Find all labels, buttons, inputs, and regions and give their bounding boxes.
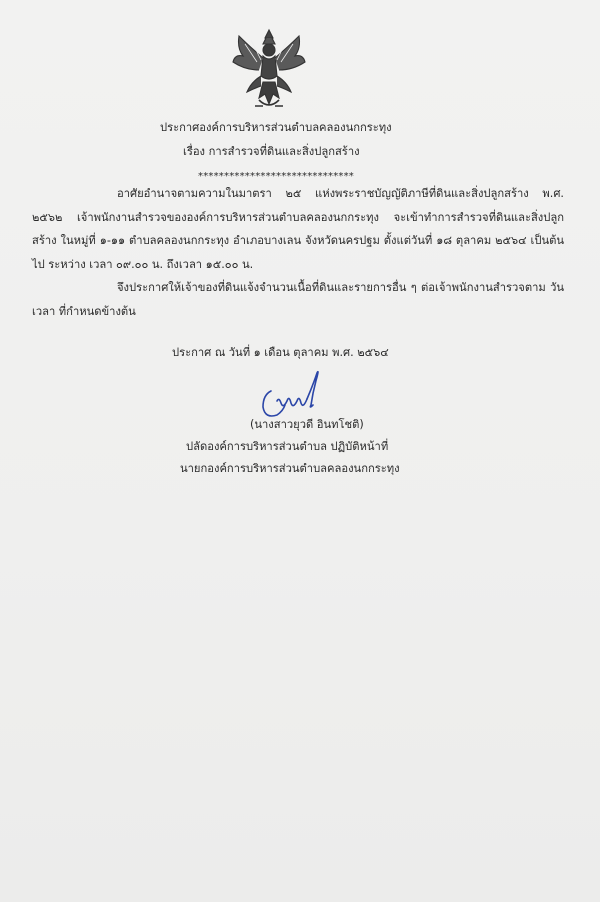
- garuda-emblem-icon: [229, 26, 309, 114]
- announcement-subject: เรื่อง การสำรวจที่ดินและสิ่งปลูกสร้าง: [183, 145, 360, 158]
- announcement-date: ประกาศ ณ วันที่ ๑ เดือน ตุลาคม พ.ศ. ๒๕๖๔: [172, 346, 389, 359]
- announcement-heading: ประกาศองค์การบริหารส่วนตำบลคลองนกกระทุง: [160, 121, 392, 134]
- body-paragraph-2: จึงประกาศให้เจ้าของที่ดินแจ้งจำนวนเนื้อที่ดินและรายการอื่น ๆ ต่อเจ้าพนักงานสำรวจตาม วัน เวลา ที่กำหนดข้างต้น: [32, 281, 564, 318]
- handwritten-signature-icon: [257, 365, 329, 423]
- body-paragraph-1: อาศัยอำนาจตามความในมาตรา ๒๕ แห่งพระราชบัญญัติภาษีที่ดินและสิ่งปลูกสร้าง พ.ศ. ๒๕๖๒ เจ้าพนักงานสำรวจขององค์การบริหารส่วนตำบลคลองนกกระทุง จะเข้าทำการสำรวจที่ดินและสิ่งปลูกสร้าง ในหมู่ที่ ๑-๑๑ ตำบลคลองนกกระทุง อำเภอบางเลน จังหวัดนครปฐม ตั้งแต่วันที่ ๑๘ ตุลาคม ๒๕๖๔ เป็นต้นไป ระหว่าง เวลา ๐๙.๐๐ น. ถึงเวลา ๑๕.๐๐ น.: [32, 187, 564, 271]
- signer-name: (นางสาวยุวดี อินทโชติ): [250, 418, 364, 431]
- signer-position: ปลัดองค์การบริหารส่วนตำบล ปฏิบัติหน้าที่: [186, 440, 389, 453]
- separator-line: ******************************: [198, 171, 354, 182]
- signer-acting-position: นายกองค์การบริหารส่วนตำบลคลองนกกระทุง: [180, 462, 400, 475]
